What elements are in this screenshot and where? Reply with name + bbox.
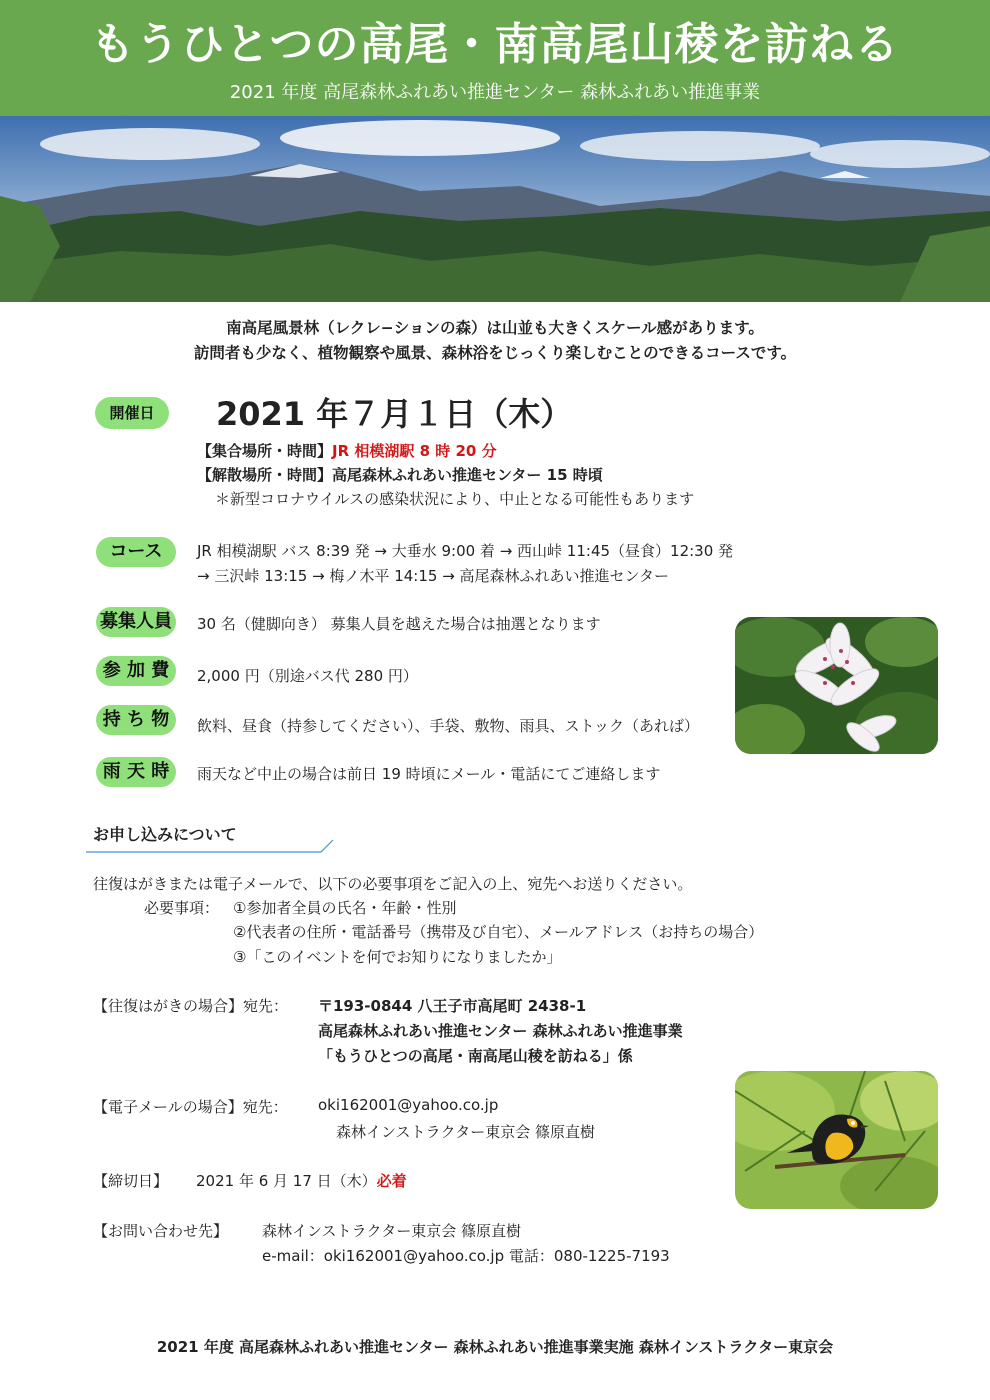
course-line-2: → 三沢峠 13:15 → 梅ノ木平 14:15 → 高尾森林ふれあい推進センター: [197, 567, 669, 585]
intro-line-2: 訪問者も少なく、植物観察や風景、森林浴をじっくり楽しむことのできるコースです。: [193, 344, 797, 362]
page-title: もうひとつの高尾・南高尾山稜を訪ねる: [90, 19, 900, 70]
deadline-value: 2021 年 6 月 17 日（木）: [196, 1172, 377, 1190]
deadline-label: 【締切日】: [93, 1172, 169, 1190]
dismissal-place-row: [197, 464, 603, 485]
date-label-badge: 開催日: [95, 397, 169, 429]
mountain-landscape-photo: [0, 116, 990, 302]
requirements-label: 必要事項：: [144, 899, 220, 917]
course-line-1: JR 相模湖駅 バス 8:39 発 → 大垂水 9:00 着 → 西山峠 11:45（昼食）12:30 発: [197, 542, 734, 560]
email-recipient: 森林インストラクター東京会 篠原直樹: [336, 1123, 596, 1141]
capacity-value: 30 名（健脚向き） 募集人員を越えた場合は抽選となります: [197, 615, 601, 633]
page-subtitle: 2021 年度 高尾森林ふれあい推進センター 森林ふれあい推進事業: [229, 82, 761, 103]
postcard-address-2: 高尾森林ふれあい推進センター 森林ふれあい推進事業: [318, 1022, 683, 1040]
dismissal-place-label: 【解散場所・時間】: [197, 466, 333, 484]
meeting-place-row: [197, 440, 497, 461]
requirement-item-2: ②代表者の住所・電話番号（携帯及び自宅）、メールアドレス（お持ちの場合）: [233, 923, 764, 941]
bird-photo: [735, 1071, 938, 1209]
deadline-row: [196, 1170, 407, 1191]
course-label-badge: コース: [96, 537, 176, 567]
postcard-address-1: 〒193-0844 八王子市高尾町 2438-1: [318, 997, 587, 1015]
footer-text: 2021 年度 高尾森林ふれあい推進センター 森林ふれあい推進事業実施 森林インストラクター東京会: [156, 1338, 834, 1356]
event-date: 2021 年７月１日（木）: [216, 395, 573, 433]
meeting-place-label: 【集合場所・時間】: [197, 442, 333, 460]
requirement-item-1: ①参加者全員の氏名・年齢・性別: [233, 899, 457, 917]
email-label: 【電子メールの場合】宛先：: [93, 1098, 288, 1116]
postcard-address-3: 「もうひとつの高尾・南高尾山稜を訪ねる」係: [318, 1047, 633, 1065]
contact-line-2: e-mail：oki162001@yahoo.co.jp 電話：080-1225-7193: [262, 1247, 670, 1265]
intro-line-1: 南高尾風景林（レクレ−ションの森）は山並も大きくスケール感があります。: [226, 319, 764, 337]
lily-flower-photo: [735, 617, 938, 754]
postcard-label: 【往復はがきの場合】宛先：: [93, 997, 289, 1015]
belongings-label-badge: 持 ち 物: [96, 705, 176, 735]
application-heading: お申し込みについて: [93, 825, 237, 844]
rain-value: 雨天など中止の場合は前日 19 時頃にメール・電話にてご連絡します: [197, 765, 661, 783]
fee-value: 2,000 円（別途バス代 280 円）: [197, 667, 418, 685]
email-address[interactable]: oki162001@yahoo.co.jp: [318, 1096, 499, 1114]
application-lead: 往復はがきまたは電子メールで、以下の必要事項をご記入の上、宛先へお送りください。: [93, 875, 693, 893]
meeting-place-value: JR 相模湖駅 8 時 20 分: [332, 442, 497, 460]
capacity-label-badge: 募集人員: [96, 607, 176, 637]
deadline-note: 必着: [376, 1172, 407, 1190]
rain-label-badge: 雨 天 時: [96, 757, 176, 787]
contact-label: 【お問い合わせ先】: [93, 1222, 229, 1240]
heading-underline: [86, 838, 336, 854]
dismissal-place-value: 高尾森林ふれあい推進センター 15 時頃: [332, 466, 603, 484]
covid-note: ＊新型コロナウイルスの感染状況により、中止となる可能性もあります: [215, 490, 695, 508]
belongings-value: 飲料、昼食（持参してください）、手袋、敷物、雨具、ストック（あれば）: [197, 717, 700, 735]
requirement-item-3: ③「このイベントを何でお知りになりましたか」: [233, 948, 562, 966]
fee-label-badge: 参 加 費: [96, 656, 176, 686]
contact-line-1: 森林インストラクター東京会 篠原直樹: [262, 1222, 522, 1240]
